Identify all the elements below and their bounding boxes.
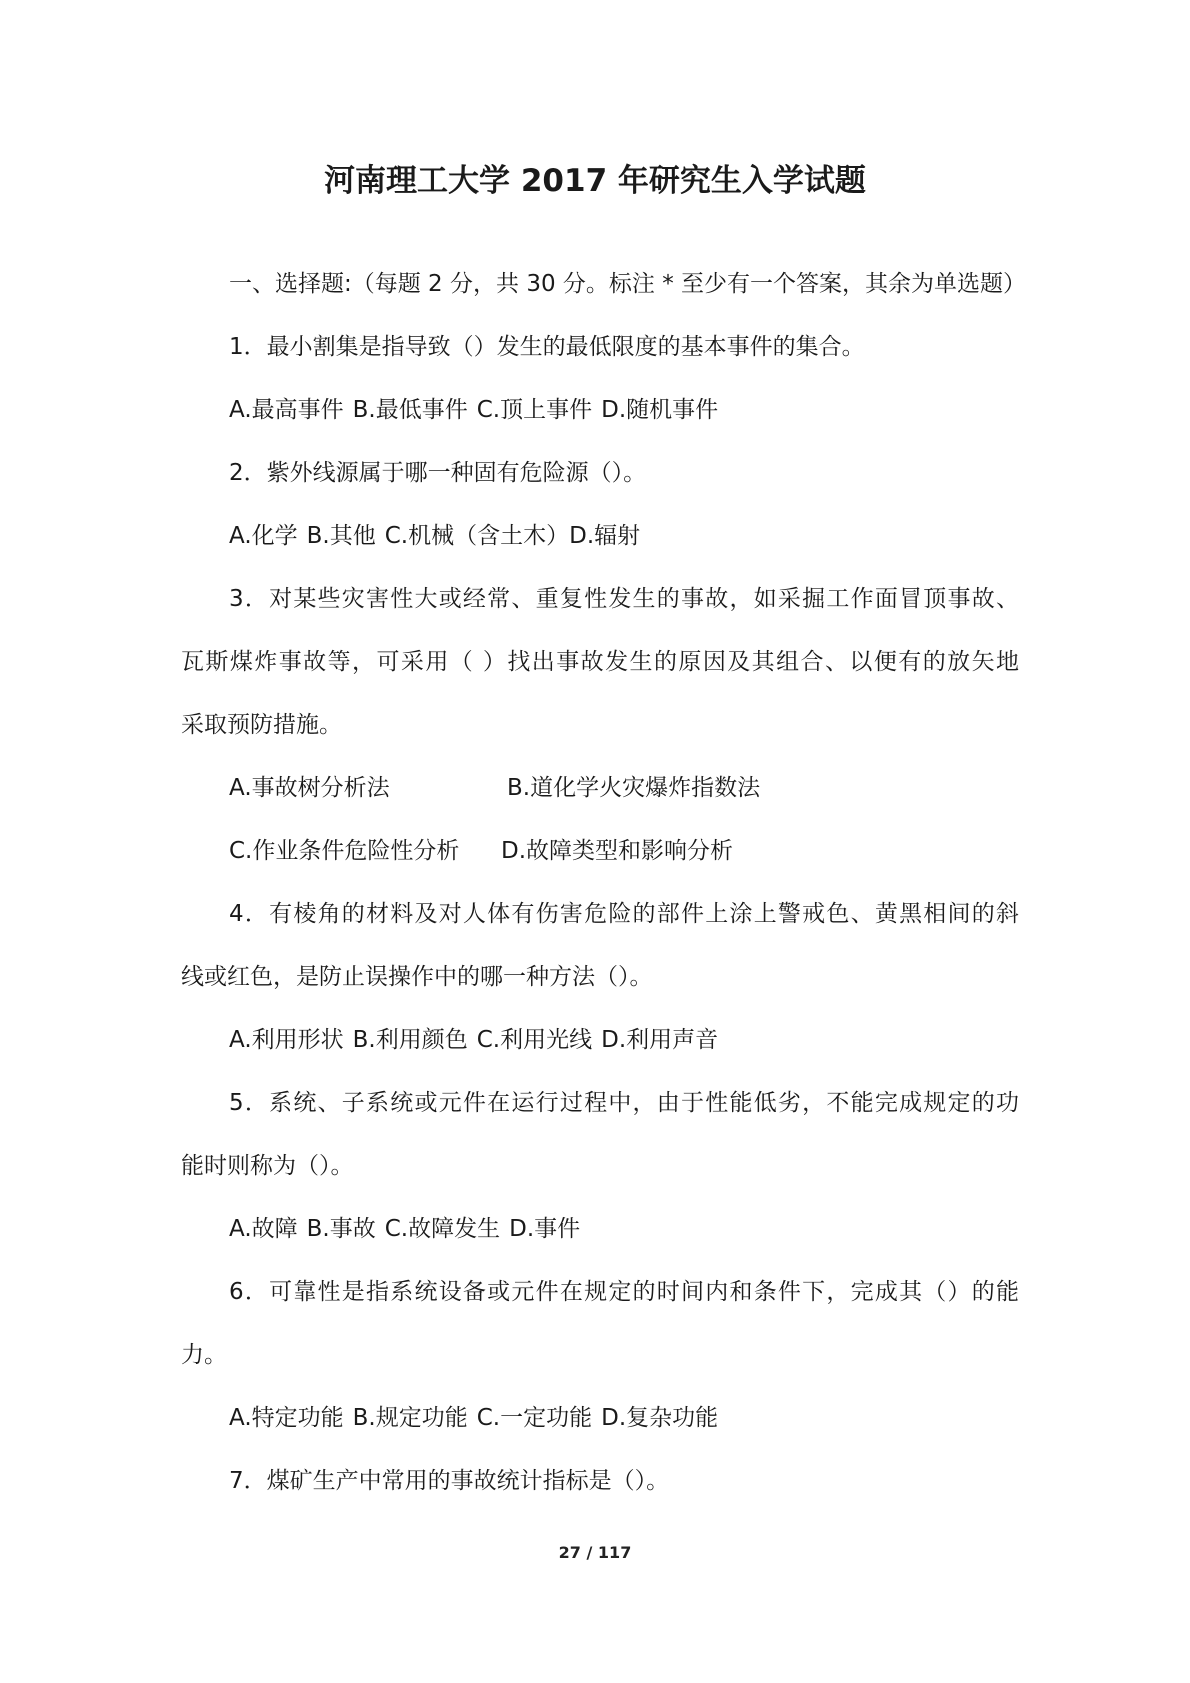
question-4-options (181, 1009, 1019, 1072)
option-d: D.随机事件 (601, 397, 719, 423)
question-4-text-line-1: 4．有棱角的材料及对人体有伤害危险的部件上涂上警戒色、黄黑相间的斜 (229, 901, 1019, 927)
question-3-text-line-3: 采取预防措施。 (181, 712, 342, 738)
option-a: A.故障 (229, 1216, 298, 1242)
question-1-text: 1．最小割集是指导致（）发生的最低限度的基本事件的集合。 (229, 334, 865, 360)
question-5-options (181, 1198, 1019, 1261)
question-5-text-line-1: 5．系统、子系统或元件在运行过程中，由于性能低劣，不能完成规定的功 (229, 1090, 1019, 1116)
option-d: D.利用声音 (601, 1027, 719, 1053)
question-1-options (181, 379, 1019, 442)
question-3-options-row-1 (181, 757, 1019, 820)
question-3-text-line-1: 3．对某些灾害性大或经常、重复性发生的事故，如采掘工作面冒顶事故、 (229, 586, 1019, 612)
question-6-text-line-1: 6．可靠性是指系统设备或元件在规定的时间内和条件下，完成其（）的能 (229, 1279, 1019, 1305)
option-d: D.辐射 (569, 523, 641, 549)
question-2-text: 2．紫外线源属于哪一种固有危险源（）。 (229, 460, 647, 486)
question-4-text-line-2: 线或红色，是防止误操作中的哪一种方法（）。 (181, 964, 653, 990)
question-5-text-line-2: 能时则称为（）。 (181, 1153, 354, 1179)
document-title: 河南理工大学 2017 年研究生入学试题 (324, 163, 866, 199)
question-body (181, 253, 1027, 1513)
option-a: A.利用形状 (229, 1027, 344, 1053)
option-d: D.复杂功能 (601, 1405, 719, 1431)
option-b: B.规定功能 (352, 1405, 468, 1431)
question-3-options-row-2 (181, 820, 1019, 883)
option-d: D.事件 (509, 1216, 581, 1242)
option-d: D.故障类型和影响分析 (501, 838, 734, 864)
option-b: B.其他 (306, 523, 376, 549)
option-b: B.事故 (306, 1216, 376, 1242)
option-a: A.最高事件 (229, 397, 344, 423)
option-a: A.特定功能 (229, 1405, 344, 1431)
option-a: A.化学 (229, 523, 298, 549)
question-7-text: 7．煤矿生产中常用的事故统计指标是（）。 (229, 1468, 670, 1494)
question-2-options (181, 505, 1019, 568)
question-3-text-line-2: 瓦斯煤炸事故等，可采用（ ）找出事故发生的原因及其组合、以便有的放矢地 (181, 649, 1019, 675)
option-a: A.事故树分析法 (229, 775, 390, 801)
option-c: C.故障发生 (384, 1216, 501, 1242)
option-c: C.一定功能 (476, 1405, 593, 1431)
option-c: C.利用光线 (476, 1027, 593, 1053)
option-b: B.最低事件 (352, 397, 468, 423)
option-b: B.利用颜色 (352, 1027, 468, 1053)
question-6-text-line-2: 力。 (181, 1342, 227, 1368)
option-b: B.道化学火灾爆炸指数法 (507, 775, 761, 801)
section-heading: 一、选择题:（每题 2 分，共 30 分。标注 * 至少有一个答案，其余为单选题） (229, 271, 1027, 297)
option-c: C.作业条件危险性分析 (229, 838, 460, 864)
page-number: 27 / 117 (558, 1543, 632, 1562)
option-c: C.顶上事件 (476, 397, 593, 423)
option-c: C.机械（含土木） (384, 523, 570, 549)
question-6-options (181, 1387, 1019, 1450)
